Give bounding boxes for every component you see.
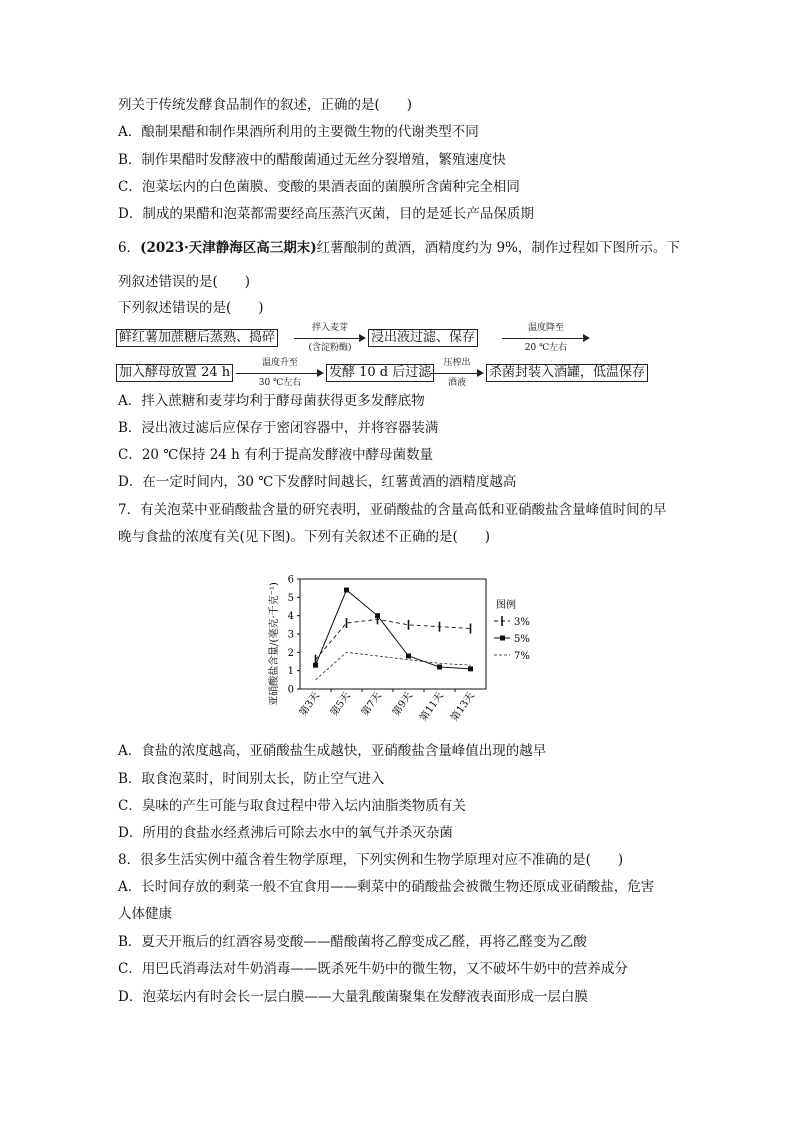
flow-arrow-press-wine-top: 压榨出 <box>443 358 471 368</box>
q7-option-b[interactable]: B．取食泡菜时，时间别太长，防止空气进入 <box>118 771 385 787</box>
x-tick-label: 第13天 <box>449 690 477 724</box>
q7-stem-line2: 晚与食盐的浓度有关(见下图)。下列有关叙述不正确的是( ) <box>118 529 491 545</box>
q7-stem-line1: 7．有关泡菜中亚硝酸盐含量的研究表明，亚硝酸盐的含量高低和亚硝酸盐含量峰值时间的早 <box>118 502 667 518</box>
q6-stem-a: 红薯酿制的黄酒，酒精度约为 9%，制作过程如下图所示。下 <box>316 240 680 256</box>
data-point-5pct <box>313 663 318 668</box>
q8-option-a-line2[interactable]: 人体健康 <box>118 906 172 922</box>
arrow-right-icon <box>359 334 366 342</box>
legend-label-5pct: 5% <box>514 634 530 645</box>
x-tick-label: 第11天 <box>418 690 446 724</box>
series-line-7pct <box>316 652 471 680</box>
flow-box-sterilize-store: 杀菌封装入酒罐，低温保存 <box>486 364 648 382</box>
q5-option-a[interactable]: A．酿制果醋和制作果酒所利用的主要微生物的代谢类型不同 <box>118 124 479 140</box>
legend-label-7pct: 7% <box>514 651 530 662</box>
y-axis-label: 亚硝酸盐含量/(毫克·千克⁻¹) <box>269 582 280 706</box>
x-tick-label: 第7天 <box>359 690 384 719</box>
flow-box-ferment-10d: 发酵 10 d 后过滤 <box>326 364 434 382</box>
data-point-5pct <box>344 588 349 593</box>
q6-stem-line1 <box>118 238 680 258</box>
series-line-3pct <box>316 619 471 659</box>
q6-number: 6． <box>118 240 141 256</box>
q5-option-d[interactable]: D．制成的果醋和泡菜都需要经高压蒸汽灭菌，目的是延长产品保质期 <box>118 206 534 222</box>
flow-arrow-warm-30-bottom: 30 ℃左右 <box>258 378 302 388</box>
y-tick-label: 5 <box>287 592 294 604</box>
arrow-right-icon <box>317 369 324 377</box>
q8-stem: 8．很多生活实例中蕴含着生物学原理，下列实例和生物学原理对应不准确的是( ) <box>118 852 624 868</box>
arrow-right-icon <box>477 369 484 377</box>
chart-legend <box>494 598 530 662</box>
flow-arrow-warm-30-top: 温度升至 <box>261 358 298 368</box>
q7-option-d[interactable]: D．所用的食盐水经煮沸后可除去水中的氧气并杀灭杂菌 <box>118 825 453 841</box>
q8-option-c[interactable]: C．用巴氏消毒法对牛奶消毒——既杀死牛奶中的微生物，又不破坏牛奶中的营养成分 <box>118 961 628 977</box>
q8-option-b[interactable]: B．夏天开瓶后的红酒容易变酸——醋酸菌将乙醇变成乙醛，再将乙醛变为乙酸 <box>118 934 587 950</box>
data-point-5pct <box>406 654 411 659</box>
flow-arrow-add-malt-top: 拌入麦芽 <box>311 323 348 333</box>
x-tick-label: 第5天 <box>328 690 353 719</box>
flow-arrow-cool-20-bottom: 20 ℃左右 <box>524 343 568 353</box>
y-tick-label: 6 <box>287 574 294 586</box>
flow-box-fresh-sweet-potato: 鲜红薯加蔗糖后蒸熟、捣碎 <box>116 329 278 347</box>
flow-arrow-cool-20 <box>502 323 590 353</box>
y-tick-label: 1 <box>287 666 294 678</box>
arrow-right-icon <box>583 334 590 342</box>
q8-option-d[interactable]: D．泡菜坛内有时会长一层白膜——大量乳酸菌聚集在发酵液表面形成一层白膜 <box>118 989 588 1005</box>
nitrite-chart <box>258 550 548 725</box>
flow-box-filter-store: 浸出液过滤、保存 <box>368 329 478 347</box>
data-point-5pct <box>437 665 442 670</box>
flow-arrow-warm-30 <box>236 358 324 388</box>
y-tick-label: 2 <box>287 647 294 659</box>
y-tick-label: 3 <box>287 629 294 641</box>
x-tick-label: 第9天 <box>390 690 415 719</box>
flow-arrow-press-wine <box>430 358 484 388</box>
legend-title: 图例 <box>496 600 516 611</box>
q5-option-b[interactable]: B．制作果醋时发酵液中的醋酸菌通过无丝分裂增殖，繁殖速度快 <box>118 152 506 168</box>
chart-series <box>313 588 473 680</box>
x-tick-label: 第3天 <box>297 690 322 719</box>
q6-option-a[interactable]: A．拌入蔗糖和麦芽均利于酵母菌获得更多发酵底物 <box>118 393 425 409</box>
q5-option-c[interactable]: C．泡菜坛内的白色菌膜、变酸的果酒表面的菌膜所含菌种完全相同 <box>118 179 520 195</box>
q7-option-c[interactable]: C．臭味的产生可能与取食过程中带入坛内油脂类物质有关 <box>118 798 466 814</box>
chart-axes <box>267 575 486 724</box>
flow-arrow-add-malt <box>294 323 366 353</box>
q6-source: (2023·天津静海区高三期末) <box>140 240 317 256</box>
flow-arrow-press-wine-bottom: 酒液 <box>447 378 466 388</box>
q6-option-b[interactable]: B．浸出液过滤后应保存于密闭容器中，并将容器装满 <box>118 420 439 436</box>
series-line-5pct <box>316 590 471 669</box>
q6-stem-line2: 列叙述错误的是( ) <box>118 274 251 290</box>
legend-marker-5pct <box>500 636 505 641</box>
q6-option-d[interactable]: D．在一定时间内，30 ℃下发酵时间越长，红薯黄酒的酒精度越高 <box>118 474 517 490</box>
q6-option-c[interactable]: C．20 ℃保持 24 h 有利于提高发酵液中酵母菌数量 <box>118 447 434 463</box>
q5-stem: 列关于传统发酵食品制作的叙述，正确的是( ) <box>118 97 413 113</box>
data-point-5pct <box>468 666 473 671</box>
flow-arrow-add-malt-bottom: (含淀粉酶) <box>308 343 352 353</box>
data-point-5pct <box>375 613 380 618</box>
y-tick-label: 4 <box>287 611 294 623</box>
y-tick-label: 0 <box>287 684 294 696</box>
q7-option-a[interactable]: A．食盐的浓度越高，亚硝酸盐生成越快，亚硝酸盐含量峰值出现的越早 <box>118 743 547 759</box>
legend-label-3pct: 3% <box>514 617 530 628</box>
q8-option-a-line1[interactable]: A．长时间存放的剩菜一般不宜食用——剩菜中的硝酸盐会被微生物还原成亚硝酸盐，危害 <box>118 879 655 895</box>
flow-arrow-cool-20-top: 温度降至 <box>527 323 564 333</box>
flow-box-add-yeast: 加入酵母放置 24 h <box>116 364 233 382</box>
q6-stem-repeat: 下列叙述错误的是( ) <box>118 300 264 316</box>
